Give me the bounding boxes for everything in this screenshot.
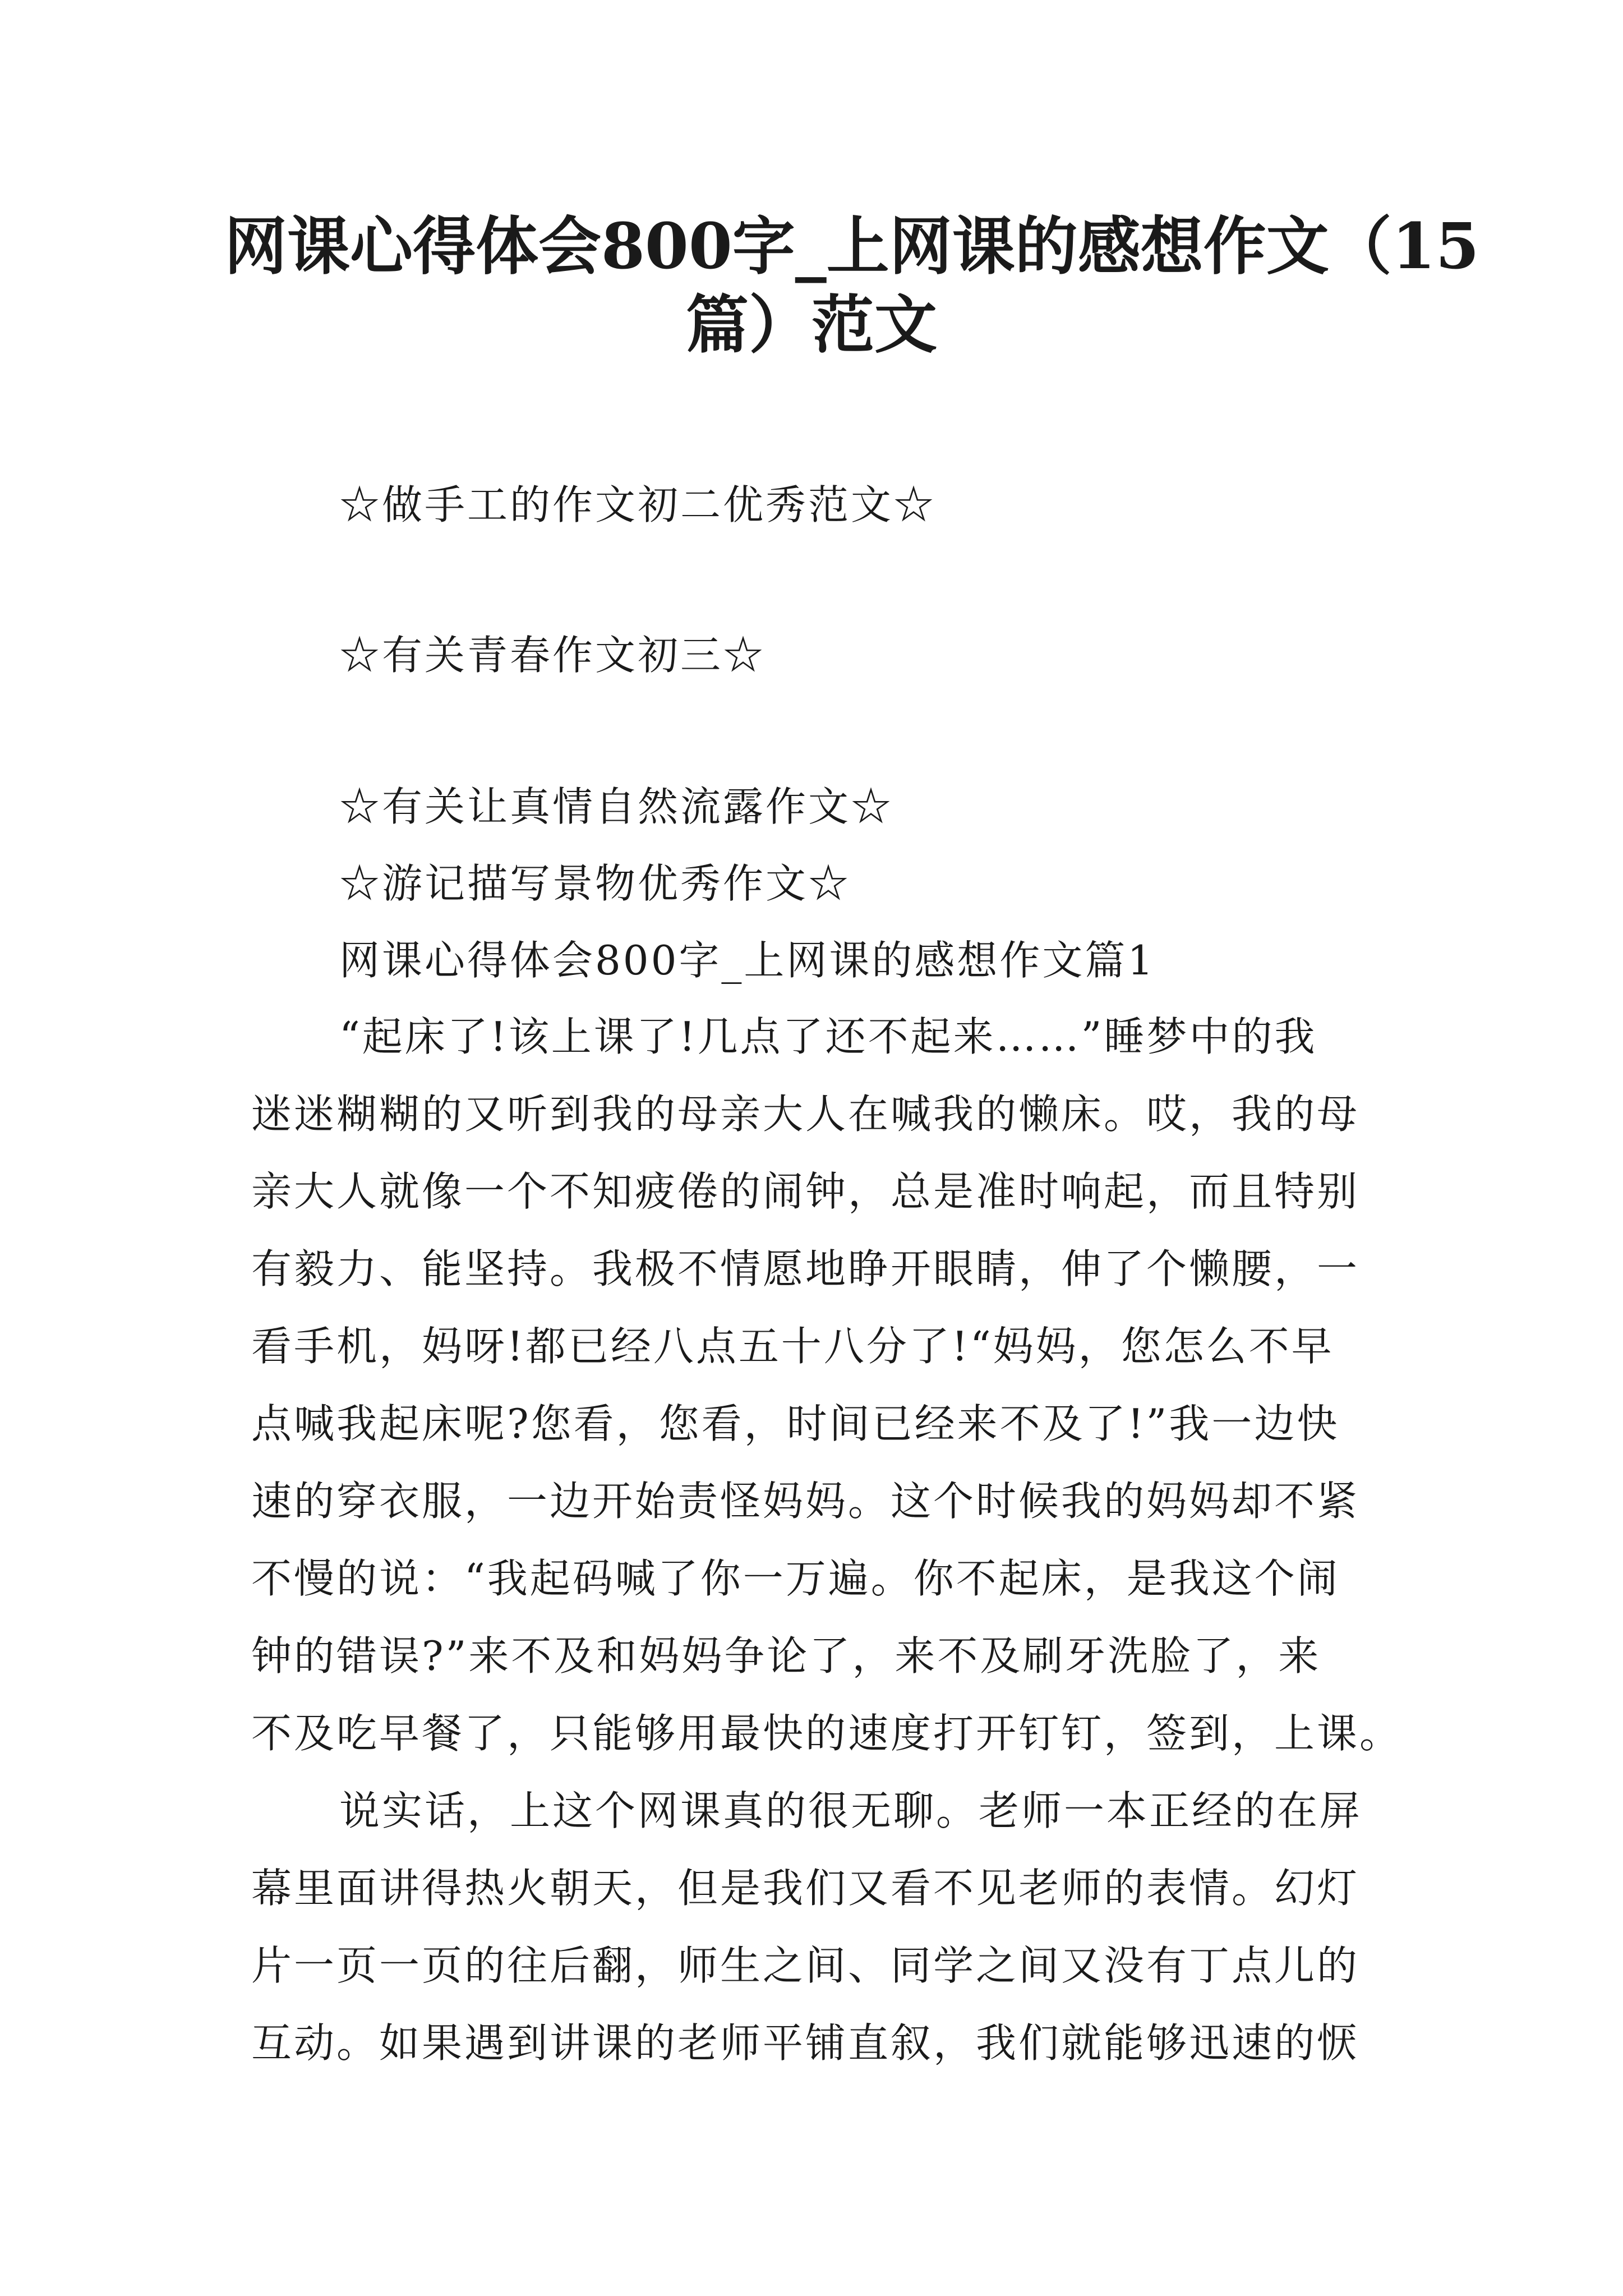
page-title-line-2: 篇）范文 xyxy=(686,288,937,362)
paragraph-1-line: 钟的错误?”来不及和妈妈争论了，来不及刷牙洗脸了，来 xyxy=(251,1632,1321,1680)
paragraph-1-line: 点喊我起床呢?您看，您看，时间已经来不及了!”我一边快 xyxy=(251,1400,1340,1447)
paragraph-1-line: 不及吃早餐了，只能够用最快的速度打开钉钉，签到，上课。 xyxy=(251,1710,1403,1757)
paragraph-1-line: 迷迷糊糊的又听到我的母亲大人在喊我的懒床。哎，我的母 xyxy=(251,1091,1360,1138)
paragraph-1-line: 不慢的说：“我起码喊了你一万遍。你不起床，是我这个闹 xyxy=(251,1555,1340,1602)
paragraph-2-line: 说实话，上这个网课真的很无聊。老师一本正经的在屏 xyxy=(339,1787,1363,1834)
paragraph-1-line: “起床了!该上课了!几点了还不起来……”睡梦中的我 xyxy=(339,1013,1317,1060)
related-link-true-feelings[interactable]: ☆有关让真情自然流露作文☆ xyxy=(339,783,894,830)
page-title-line-1: 网课心得体会800字_上网课的感想作文（15 xyxy=(224,210,1479,283)
related-link-handcraft[interactable]: ☆做手工的作文初二优秀范文☆ xyxy=(339,481,937,528)
paragraph-1-line: 有毅力、能坚持。我极不情愿地睁开眼睛，伸了个懒腰，一 xyxy=(251,1245,1360,1292)
section-heading: 网课心得体会800字_上网课的感想作文篇1 xyxy=(339,937,1156,984)
paragraph-2-line: 互动。如果遇到讲课的老师平铺直叙，我们就能够迅速的恹 xyxy=(251,2019,1360,2067)
paragraph-1-line: 亲大人就像一个不知疲倦的闹钟，总是准时响起，而且特别 xyxy=(251,1168,1360,1215)
related-link-travel-notes[interactable]: ☆游记描写景物优秀作文☆ xyxy=(339,860,851,907)
related-link-youth[interactable]: ☆有关青春作文初三☆ xyxy=(339,632,766,679)
paragraph-1-line: 看手机，妈呀!都已经八点五十八分了!“妈妈，您怎么不早 xyxy=(251,1323,1334,1370)
paragraph-2-line: 片一页一页的往后翻，师生之间、同学之间又没有丁点儿的 xyxy=(251,1942,1360,1989)
paragraph-1-line: 速的穿衣服，一边开始责怪妈妈。这个时候我的妈妈却不紧 xyxy=(251,1478,1360,1525)
paragraph-2-line: 幕里面讲得热火朝天，但是我们又看不见老师的表情。幻灯 xyxy=(251,1865,1360,1912)
